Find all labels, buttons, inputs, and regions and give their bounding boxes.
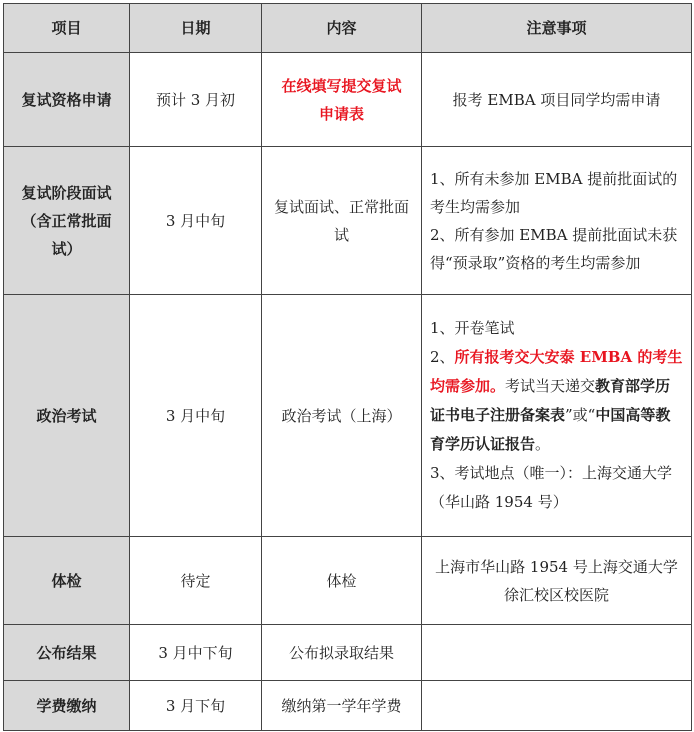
row-content: 在线填写提交复试申请表 xyxy=(262,53,422,147)
row-content: 复试面试、正常批面试 xyxy=(262,147,422,295)
schedule-table xyxy=(3,3,692,731)
header-row xyxy=(4,4,692,53)
row-notes xyxy=(422,295,692,537)
table-row xyxy=(4,625,692,681)
row-item: 公布结果 xyxy=(4,625,130,681)
row-date: 预计 3 月初 xyxy=(130,53,262,147)
row-item: 体检 xyxy=(4,537,130,625)
row-notes: 报考 EMBA 项目同学均需申请 xyxy=(422,53,692,147)
note-prefix: 2、 xyxy=(430,348,455,366)
row-content: 公布拟录取结果 xyxy=(262,625,422,681)
row-item: 复试资格申请 xyxy=(4,53,130,147)
header-date: 日期 xyxy=(130,4,262,53)
table-row xyxy=(4,537,692,625)
table-row xyxy=(4,147,692,295)
row-date: 3 月中旬 xyxy=(130,295,262,537)
row-notes xyxy=(422,147,692,295)
row-date: 3 月中旬 xyxy=(130,147,262,295)
row-date: 3 月下旬 xyxy=(130,681,262,731)
row-notes xyxy=(422,681,692,731)
row-notes: 上海市华山路 1954 号上海交通大学徐汇校区校医院 xyxy=(422,537,692,625)
row-date: 3 月中下旬 xyxy=(130,625,262,681)
note-line: 1、开卷笔试 xyxy=(430,319,515,337)
table-row xyxy=(4,295,692,537)
row-content: 体检 xyxy=(262,537,422,625)
header-notes: 注意事项 xyxy=(422,4,692,53)
note-line: 1、所有未参加 EMBA 提前批面试的考生均需参加 xyxy=(430,169,678,216)
row-content: 政治考试（上海） xyxy=(262,295,422,537)
note-text: 考试当天递交 xyxy=(505,377,596,395)
header-item: 项目 xyxy=(4,4,130,53)
row-date: 待定 xyxy=(130,537,262,625)
row-notes xyxy=(422,625,692,681)
note-text: 。 xyxy=(535,435,551,453)
table-row xyxy=(4,681,692,731)
row-content: 缴纳第一学年学费 xyxy=(262,681,422,731)
note-highlight: 所有报考交大安泰 EMBA 的考生均需参加。 xyxy=(430,348,683,395)
row-item: 复试阶段面试（含正常批面试） xyxy=(4,147,130,295)
table-row xyxy=(4,53,692,147)
note-text: ”或“ xyxy=(565,406,596,424)
note-line: 3、考试地点（唯一）：上海交通大学（华山路 1954 号） xyxy=(430,464,673,511)
note-line xyxy=(430,343,683,459)
note-bold: 教育部学历证书电子注册备案表 xyxy=(430,377,671,424)
header-content: 内容 xyxy=(262,4,422,53)
note-bold: 中国高等教育学历认证报告 xyxy=(430,406,671,453)
row-item: 学费缴纳 xyxy=(4,681,130,731)
row-item: 政治考试 xyxy=(4,295,130,537)
note-line: 2、所有参加 EMBA 提前批面试未获得“预录取”资格的考生均需参加 xyxy=(430,225,678,272)
